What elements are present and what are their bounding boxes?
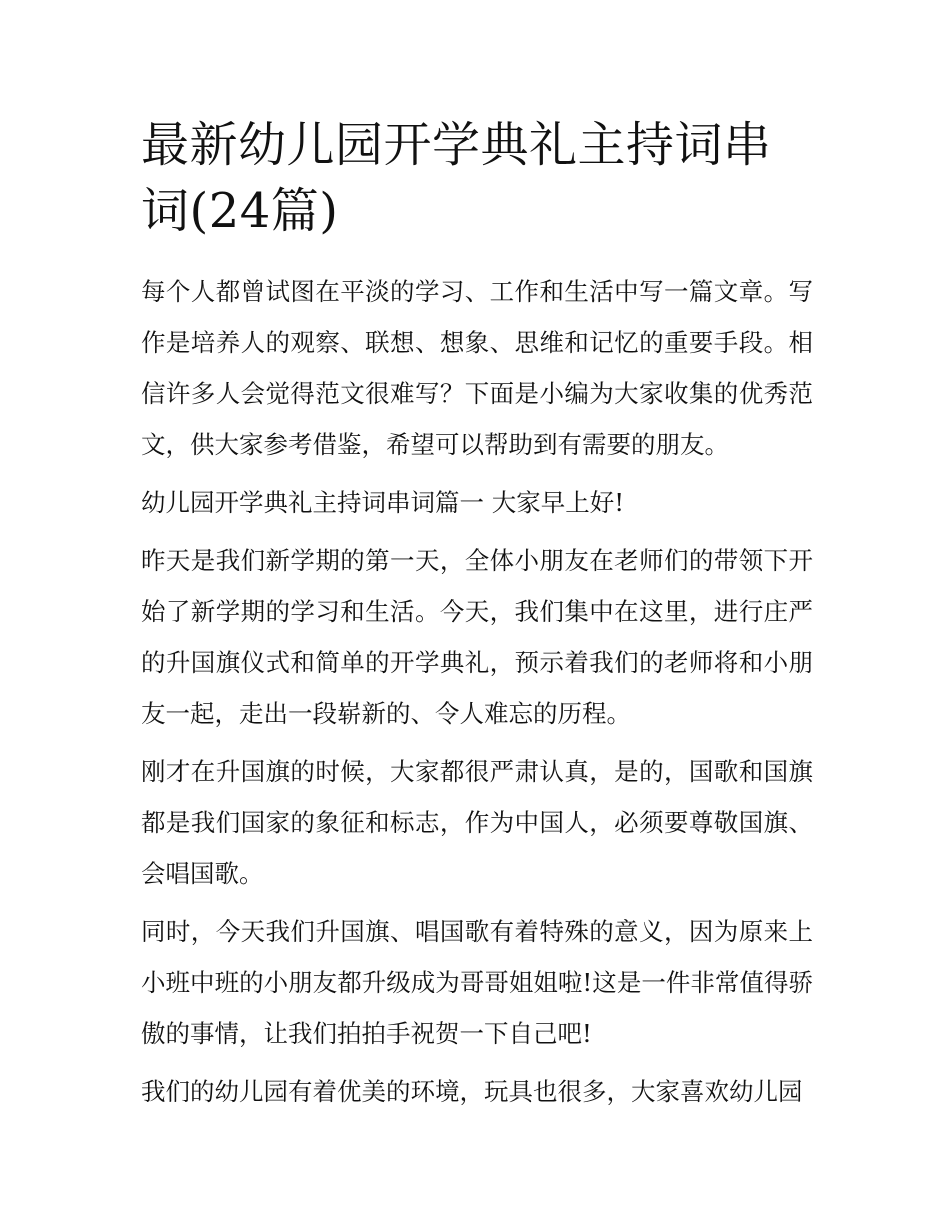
body-paragraph: 昨天是我们新学期的第一天，全体小朋友在老师们的带领下开始了新学期的学习和生活。今天，我们集中在这里，进行庄严的升国旗仪式和简单的开学典礼，预示着我们的老师将和小朋友一起，走出一段崭新的、令人难忘的历程。 — [141, 546, 813, 728]
section-heading-paragraph: 幼儿园开学典礼主持词串词篇一 大家早上好! — [141, 488, 625, 517]
document-title: 最新幼儿园开学典礼主持词串词(24篇) — [141, 117, 772, 239]
document-page — [141, 112, 813, 1124]
body-paragraph: 刚才在升国旗的时候，大家都很严肃认真，是的，国歌和国旗都是我们国家的象征和标志，作为中国人，必须要尊敬国旗、会唱国歌。 — [141, 757, 813, 888]
intro-paragraph: 每个人都曾试图在平淡的学习、工作和生活中写一篇文章。写作是培养人的观察、联想、想象、思维和记忆的重要手段。相信许多人会觉得范文很难写？下面是小编为大家收集的优秀范文，供大家参考借鉴，希望可以帮助到有需要的朋友。 — [141, 277, 813, 459]
document-body — [141, 266, 813, 1117]
body-paragraph: 同时，今天我们升国旗、唱国歌有着特殊的意义，因为原来上小班中班的小朋友都升级成为哥哥姐姐啦!这是一件非常值得骄傲的事情，让我们拍拍手祝贺一下自己吧! — [141, 917, 813, 1048]
body-paragraph: 我们的幼儿园有着优美的环境，玩具也很多，大家喜欢幼儿园 — [141, 1077, 803, 1106]
